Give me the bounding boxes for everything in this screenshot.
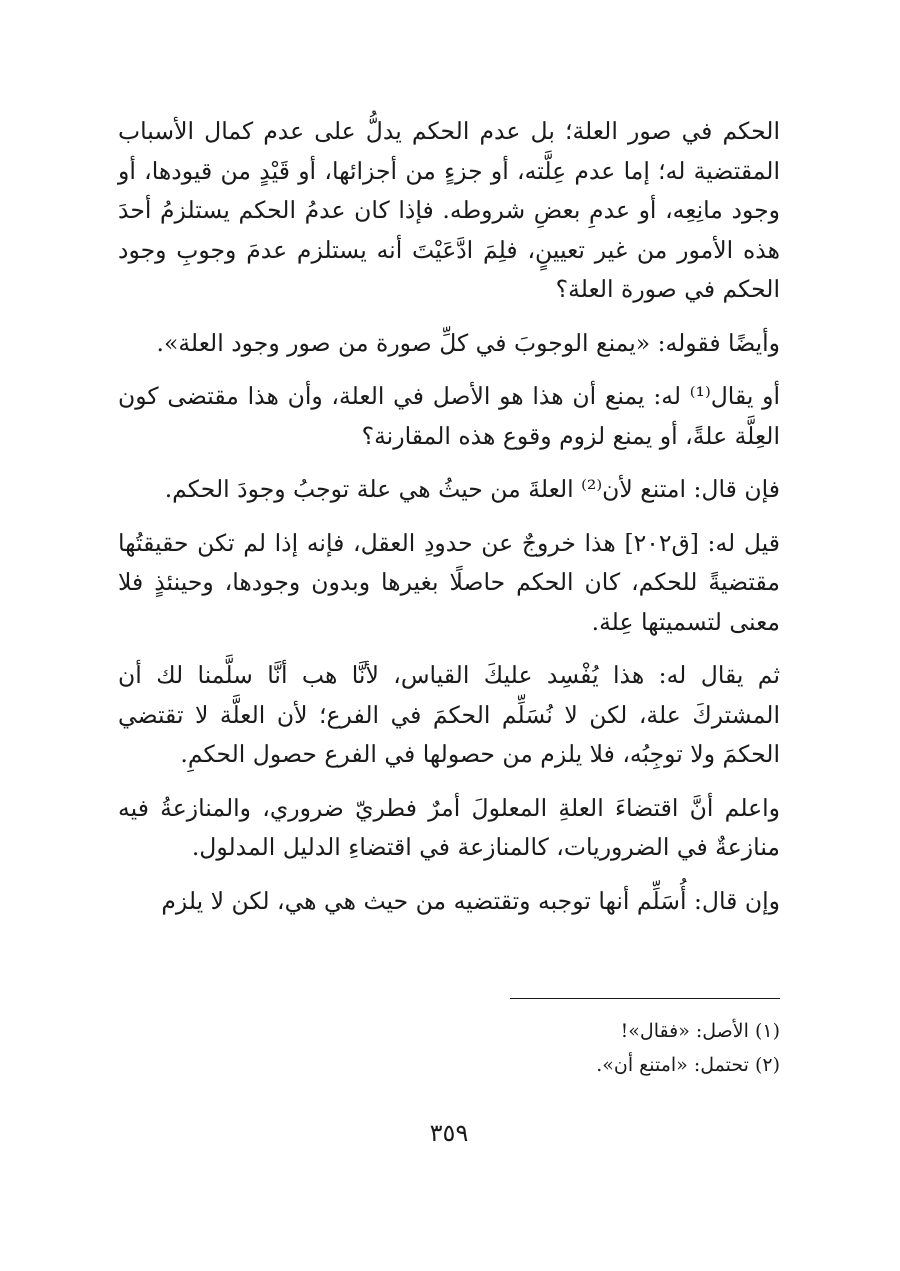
page-number: ٣٥٩ [429,1119,469,1147]
footnote-2: (٢) تحتمل: «امتنع أن». [596,1054,780,1076]
footnote-divider [510,998,780,999]
paragraph-2: وأيضًا فقوله: «يمنع الوجوبَ في كلِّ صورة من صور وجود العلة». [156,328,780,357]
footnote-1: (١) الأصل: «فقال»! [620,1020,780,1042]
paragraph-4: فإن قال: امتنع لأن⁽²⁾ العلةَ من حيثُ هي علة توجبُ وجودَ الحكم. [164,475,780,503]
paragraph-5: قيل له: [ق٢٠٢] هذا خروجٌ عن حدودِ العقل، فإنه إذا لم تكن حقيقتُها مقتضيةً للحكم، كان الحكم حاصلًا بغيرها وبدون وجودها، وحينئذٍ فلا معنى لتسميتها عِلة. [118,528,780,636]
paragraph-1: الحكم في صور العلة؛ بل عدم الحكم يدلُّ على عدم كمال الأسباب المقتضية له؛ إما عدم عِلَّته، أو جزءٍ من أجزائها، أو قَيْدٍ من قيودها، أو وجود مانِعِه، أو عدمِ بعضِ شروطه. فإذا كان عدمُ الحكم يستلزمُ أحدَ هذه الأمور من غير تعيينٍ، فلِمَ ادَّعَيْتَ أنه يستلزم عدمَ وجوبِ وجود الحكم في صورة العلة؟ [118,117,780,303]
footnotes [118,1014,780,1082]
paragraph-6: ثم يقال له: هذا يُفْسِد عليكَ القياس، لأنَّا هب أنَّا سلَّمنا لك أن المشتركَ علة، لكن لا نُسَلِّم الحكمَ في الفرع؛ لأن العلَّة لا تقتضي الحكمَ ولا توجِبُه، فلا يلزم من حصولها في الفرع حصول الحكمِ. [118,661,780,768]
paragraph-7: واعلم أنَّ اقتضاءَ العلةِ المعلولَ أمرٌ فطريّ ضروري، والمنازعةُ فيه منازعةٌ في الضروريات، كالمنازعة في اقتضاءِ الدليل المدلول. [118,793,780,861]
paragraph-3: أو يقال⁽¹⁾ له: يمنع أن هذا هو الأصل في العلة، وأن هذا مقتضى كون العِلَّة علةً، أو يمنع لزوم وقوع هذه المقارنة؟ [118,382,780,450]
paragraph-8: وإن قال: أُسَلِّم أنها توجبه وتقتضيه من حيث هي هي، لكن لا يلزم [161,886,780,915]
page-body [118,112,780,1147]
